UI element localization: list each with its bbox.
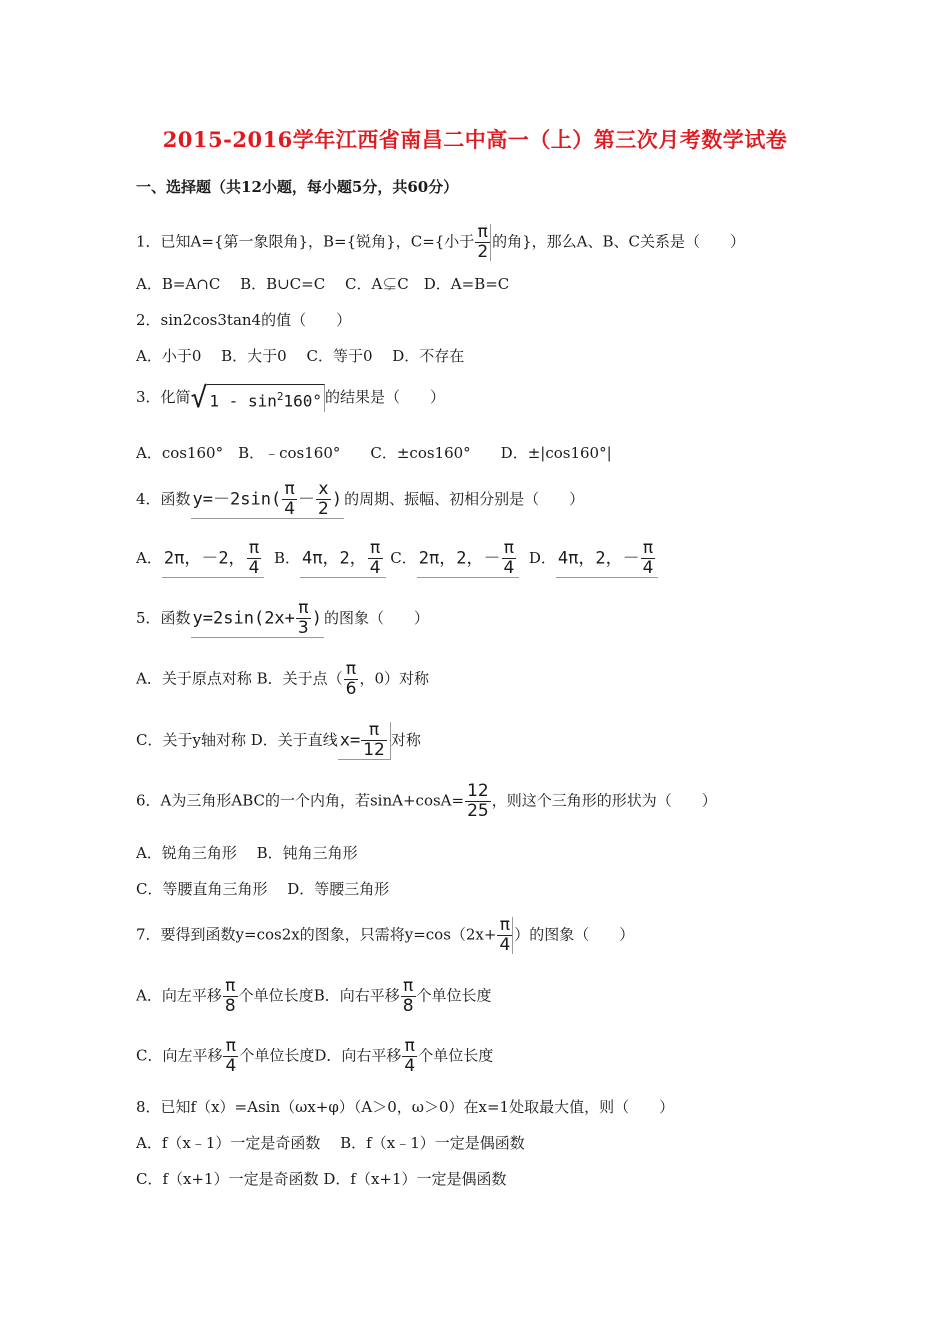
q3-sqrt-expression — [190, 381, 325, 414]
q4-frac1-den: 4 — [284, 499, 296, 519]
q4-frac1-num: π — [284, 479, 295, 499]
q7-option-b-den: 8 — [402, 996, 414, 1016]
q7-option-c-text: C．向左平移 — [136, 1046, 223, 1065]
q7-option-d-end: 个单位长度 — [418, 1046, 494, 1065]
q7-fraction-num: π — [499, 915, 510, 935]
q8-options-ab: A．f（x﹣1）一定是奇函数 B．f（x﹣1）一定是偶函数 — [136, 1134, 525, 1152]
q4-frac2-num: x — [318, 479, 329, 499]
q6-options-cd: C．等腰直角三角形 D．等腰三角形 — [136, 880, 390, 898]
q4-option-c-den: 4 — [503, 558, 515, 578]
q7-option-b-num: π — [403, 976, 414, 996]
q4-function-expression — [191, 481, 345, 519]
q3-stem-start: 3．化简 — [136, 388, 191, 406]
q4-options — [136, 540, 658, 578]
q4-option-c-text: 2π，2，－ — [418, 548, 501, 569]
q1-stem-end: 的角}，那么A、B、C关系是（ ） — [492, 232, 746, 251]
q7-stem-end: ）的图象（ ） — [514, 925, 635, 944]
q7-option-c-num: π — [225, 1036, 237, 1056]
q4-option-d-text: 4π，2，－ — [557, 548, 640, 569]
q4-option-c-label: C． — [390, 549, 417, 567]
q5-option-cd-text: C．关于y轴对称 D．关于直线 — [136, 731, 338, 749]
q7-option-b-end: 个单位长度 — [416, 986, 492, 1005]
q5-stem-start: 5．函数 — [136, 609, 191, 627]
q5-option-d-den: 12 — [363, 740, 385, 760]
q4-option-b-num: π — [369, 538, 381, 558]
q4-frac2-den: 2 — [318, 499, 329, 519]
question-3 — [136, 381, 446, 414]
q4-option-d — [556, 540, 659, 578]
q1-fraction-denominator: 2 — [477, 242, 489, 262]
q6-stem-start: 6．A为三角形ABC的一个内角，若sinA+cosA= — [136, 791, 465, 810]
q3-options: A．cos160° B．﹣cos160° C．±cos160° D．±|cos160°| — [136, 444, 612, 462]
q5-frac-den: 3 — [297, 618, 309, 638]
q5-option-d-expression — [338, 722, 391, 760]
q3-radicand: 1 - sin — [209, 391, 277, 411]
q4-option-d-num: π — [642, 538, 654, 558]
q4-option-c-num: π — [503, 538, 515, 558]
q5-option-b-num: π — [345, 659, 357, 679]
q1-fraction-numerator: π — [477, 222, 488, 242]
q7-fraction-den: 4 — [499, 935, 511, 955]
q7-option-c-den: 4 — [225, 1056, 237, 1076]
q6-fraction-num: 12 — [467, 781, 489, 801]
q5-option-d-num: π — [368, 720, 380, 740]
q4-option-b-den: 4 — [369, 558, 381, 578]
q1-fraction — [475, 224, 491, 261]
q5-option-ab-text: A．关于原点对称 B．关于点（ — [136, 669, 343, 688]
q4-close-paren: ) — [331, 489, 343, 510]
q5-option-b-den: 6 — [345, 679, 357, 699]
question-6 — [136, 783, 717, 820]
q4-option-a-label: A． — [136, 549, 162, 567]
q7-option-b-text: B．向右平移 — [313, 986, 400, 1005]
q7-option-d-text: D．向右平移 — [314, 1046, 402, 1065]
q5-expr-prefix: y=2sin(2x+ — [192, 608, 295, 629]
q7-option-c-end: 个单位长度 — [239, 1046, 315, 1065]
q7-stem-start: 7．要得到函数y=cos2x的图象，只需将y=cos（2x+ — [136, 925, 497, 944]
q3-stem-end: 的结果是（ ） — [325, 388, 446, 406]
q4-option-a-den: 4 — [248, 558, 260, 578]
q7-option-a-text: A．向左平移 — [136, 986, 222, 1005]
section-heading-choice: 一、选择题（共12小题，每小题5分，共60分） — [136, 178, 459, 196]
sqrt-icon: √ — [190, 381, 208, 414]
exam-title: 2015-2016学年江西省南昌二中高一（上）第三次月考数学试卷 — [162, 127, 788, 152]
q4-option-b — [300, 540, 386, 578]
q7-options-cd — [136, 1038, 493, 1075]
q3-exponent: 2 — [276, 390, 284, 404]
q6-options-ab: A．锐角三角形 B．钝角三角形 — [136, 844, 358, 862]
q6-stem-end: ，则这个三角形的形状为（ ） — [491, 791, 717, 810]
q4-stem-start: 4．函数 — [136, 490, 191, 508]
q4-option-a-text: 2π，－2， — [163, 548, 246, 569]
q3-angle: 160° — [283, 391, 322, 411]
q4-expr-prefix: y=－2sin( — [192, 489, 282, 510]
q5-function-expression — [191, 600, 324, 638]
q5-option-b-end: ，0）对称 — [359, 669, 429, 688]
q4-option-b-text: 4π，2， — [301, 548, 367, 569]
q4-option-d-den: 4 — [642, 558, 654, 578]
q5-options-cd — [136, 722, 421, 760]
q5-options-ab — [136, 661, 429, 698]
q7-options-ab — [136, 978, 492, 1015]
q1-options: A．B=A∩C B．B∪C=C C．A⊊C D．A=B=C — [136, 275, 510, 293]
q5-close-paren: ) — [311, 608, 322, 629]
q5-stem-end: 的图象（ ） — [323, 609, 429, 627]
q1-stem-start: 1．已知A={第一象限角}，B={锐角}，C={小于 — [136, 232, 475, 251]
question-8: 8．已知f（x）=Asin（ωx+φ）（A＞0，ω＞0）在x=1处取最大值，则（ ） — [136, 1098, 675, 1116]
q6-fraction — [465, 783, 491, 820]
q4-option-a-num: π — [248, 538, 260, 558]
q4-option-a — [162, 540, 265, 578]
question-5 — [136, 600, 429, 638]
q4-minus: － — [298, 489, 316, 510]
q5-option-b-fraction — [344, 661, 359, 698]
q4-option-b-label: B． — [273, 549, 300, 567]
q5-frac-num: π — [298, 598, 309, 618]
q6-fraction-den: 25 — [467, 801, 489, 821]
q7-option-d-num: π — [404, 1036, 415, 1056]
q2-options: A．小于0 B．大于0 C．等于0 D．不存在 — [136, 347, 465, 365]
q7-option-a-den: 8 — [224, 996, 236, 1016]
q7-option-a-num: π — [225, 976, 236, 996]
question-2: 2．sin2cos3tan4的值（ ） — [136, 311, 352, 329]
q4-option-d-label: D． — [528, 549, 556, 567]
question-7 — [136, 917, 634, 954]
q5-option-d-end: 对称 — [390, 731, 421, 749]
q5-option-d-prefix: x= — [339, 730, 361, 751]
q7-option-d-den: 4 — [404, 1056, 416, 1076]
question-4 — [136, 481, 584, 519]
q4-option-c — [417, 540, 520, 578]
q7-fraction — [497, 917, 513, 954]
q4-stem-end: 的周期、振幅、初相分别是（ ） — [344, 490, 585, 508]
q7-option-a-end: 个单位长度 — [238, 986, 314, 1005]
q8-options-cd: C．f（x+1）一定是奇函数 D．f（x+1）一定是偶函数 — [136, 1170, 507, 1188]
question-1 — [136, 224, 745, 261]
